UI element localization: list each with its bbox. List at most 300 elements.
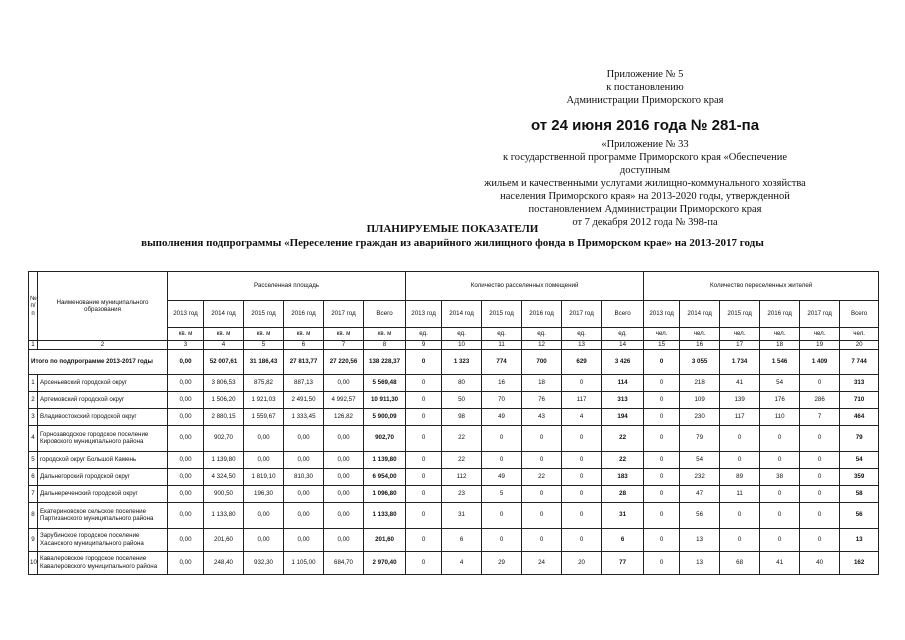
value-cell: 54	[840, 451, 879, 468]
column-numbers-row	[29, 341, 879, 350]
value-cell: 0	[800, 485, 840, 502]
value-cell: 4 992,57	[324, 391, 364, 408]
year-header: 2013 год	[168, 301, 204, 328]
value-cell: 28	[602, 485, 644, 502]
value-cell: 887,13	[284, 374, 324, 391]
value-cell: 1 333,45	[284, 408, 324, 425]
value-cell: 5 569,48	[364, 374, 406, 391]
unit-cell: ед.	[482, 328, 522, 341]
value-cell: 1 819,10	[244, 468, 284, 485]
value-cell: 5	[482, 485, 522, 502]
value-cell: 0	[720, 451, 760, 468]
value-cell: 0	[644, 425, 680, 451]
unit-cell: ед.	[562, 328, 602, 341]
column-number-cell: 6	[284, 341, 324, 350]
value-cell: 76	[522, 391, 562, 408]
value-cell: 0,00	[324, 502, 364, 528]
order-date: от 24 июня 2016 года № 281-па	[530, 117, 760, 134]
value-cell: 176	[760, 391, 800, 408]
value-cell: 0,00	[168, 391, 204, 408]
value-cell: 0	[522, 425, 562, 451]
row-name: Зарубинское городское поселение Хасанского муниципального района	[38, 528, 168, 551]
value-cell: 0	[644, 551, 680, 574]
value-cell: 4	[442, 551, 482, 574]
column-number-cell: 15	[644, 341, 680, 350]
value-cell: 13	[840, 528, 879, 551]
table-row	[29, 391, 879, 408]
value-cell: 56	[680, 502, 720, 528]
value-cell: 0	[644, 485, 680, 502]
column-number-cell: 5	[244, 341, 284, 350]
value-cell: 68	[720, 551, 760, 574]
value-cell: 31 186,43	[244, 349, 284, 374]
value-cell: 0	[760, 425, 800, 451]
value-cell: 1 105,00	[284, 551, 324, 574]
value-cell: 38	[760, 468, 800, 485]
value-cell: 0,00	[324, 528, 364, 551]
value-cell: 0	[522, 485, 562, 502]
value-cell: 196,30	[244, 485, 284, 502]
column-number-cell: 19	[800, 341, 840, 350]
row-name: Дальнегорский городской округ	[38, 468, 168, 485]
value-cell: 194	[602, 408, 644, 425]
value-cell: 13	[680, 551, 720, 574]
unit-cell: ед.	[442, 328, 482, 341]
value-cell: 0	[482, 502, 522, 528]
year-header: 2016 год	[284, 301, 324, 328]
value-cell: 0	[482, 451, 522, 468]
value-cell: 0	[482, 425, 522, 451]
value-cell: 0	[760, 451, 800, 468]
year-header: 2014 год	[442, 301, 482, 328]
year-header: Всего	[840, 301, 879, 328]
unit-cell: чел.	[760, 328, 800, 341]
value-cell: 0,00	[244, 451, 284, 468]
group-header-residents: Количество переселенных жителей	[644, 272, 879, 301]
value-cell: 201,60	[204, 528, 244, 551]
value-cell: 50	[442, 391, 482, 408]
column-number-cell: 18	[760, 341, 800, 350]
value-cell: 313	[840, 374, 879, 391]
row-number: 5	[29, 451, 38, 468]
value-cell: 932,30	[244, 551, 284, 574]
value-cell: 0	[800, 374, 840, 391]
column-number-cell: 7	[324, 341, 364, 350]
value-cell: 54	[760, 374, 800, 391]
value-cell: 0	[720, 528, 760, 551]
value-cell: 0,00	[168, 468, 204, 485]
table-row	[29, 408, 879, 425]
value-cell: 0	[760, 502, 800, 528]
table-row	[29, 451, 879, 468]
value-cell: 0,00	[168, 374, 204, 391]
table-row	[29, 468, 879, 485]
value-cell: 22	[442, 451, 482, 468]
value-cell: 0	[644, 468, 680, 485]
value-cell: 41	[720, 374, 760, 391]
column-number-cell: 14	[602, 341, 644, 350]
value-cell: 20	[562, 551, 602, 574]
value-cell: 110	[760, 408, 800, 425]
value-cell: 902,70	[364, 425, 406, 451]
value-cell: 0,00	[324, 425, 364, 451]
value-cell: 0	[406, 425, 442, 451]
value-cell: 80	[442, 374, 482, 391]
group-header-premises: Количество расселенных помещений	[406, 272, 644, 301]
unit-cell: ед.	[602, 328, 644, 341]
value-cell: 0,00	[168, 551, 204, 574]
row-name: Горнозаводское городское поселение Кировского муниципального района	[38, 425, 168, 451]
value-cell: 0	[800, 425, 840, 451]
year-header: 2017 год	[800, 301, 840, 328]
value-cell: 70	[482, 391, 522, 408]
value-cell: 4 324,50	[204, 468, 244, 485]
unit-cell: чел.	[800, 328, 840, 341]
value-cell: 1 921,03	[244, 391, 284, 408]
value-cell: 218	[680, 374, 720, 391]
value-cell: 1 559,67	[244, 408, 284, 425]
value-cell: 1 139,80	[204, 451, 244, 468]
value-cell: 0	[406, 374, 442, 391]
value-cell: 1 546	[760, 349, 800, 374]
table-row	[29, 551, 879, 574]
value-cell: 0,00	[168, 349, 204, 374]
value-cell: 10 911,30	[364, 391, 406, 408]
value-cell: 138 228,37	[364, 349, 406, 374]
value-cell: 0	[406, 528, 442, 551]
row-number: 9	[29, 528, 38, 551]
value-cell: 0,00	[244, 425, 284, 451]
value-cell: 3 426	[602, 349, 644, 374]
year-header: 2015 год	[482, 301, 522, 328]
value-cell: 4	[562, 408, 602, 425]
value-cell: 18	[522, 374, 562, 391]
value-cell: 900,50	[204, 485, 244, 502]
value-cell: 3 806,53	[204, 374, 244, 391]
value-cell: 79	[840, 425, 879, 451]
year-header: 2013 год	[406, 301, 442, 328]
unit-cell: чел.	[840, 328, 879, 341]
appendix-line: населения Приморского края» на 2013-2020 годы, утвержденной	[500, 191, 790, 202]
value-cell: 27 813,77	[284, 349, 324, 374]
row-number: 4	[29, 425, 38, 451]
value-cell: 0	[644, 502, 680, 528]
value-cell: 79	[680, 425, 720, 451]
value-cell: 0	[644, 451, 680, 468]
value-cell: 11	[720, 485, 760, 502]
year-header: Всего	[602, 301, 644, 328]
value-cell: 5 900,09	[364, 408, 406, 425]
value-cell: 0,00	[244, 502, 284, 528]
title-line-2: выполнения подпрограммы «Переселение граждан из аварийного жилищного фонда в Приморском крае» на 2013-2017 годы	[141, 237, 764, 249]
value-cell: 22	[602, 425, 644, 451]
unit-cell: чел.	[680, 328, 720, 341]
row-number: 1	[29, 374, 38, 391]
value-cell: 0	[522, 528, 562, 551]
header-line: Приложение № 5	[606, 69, 684, 80]
group-header-area: Расселенная площадь	[168, 272, 406, 301]
value-cell: 464	[840, 408, 879, 425]
value-cell: 2 880,15	[204, 408, 244, 425]
header-row	[29, 272, 879, 301]
value-cell: 0	[406, 551, 442, 574]
value-cell: 22	[602, 451, 644, 468]
unit-cell: ед.	[406, 328, 442, 341]
value-cell: 0	[800, 528, 840, 551]
value-cell: 0	[562, 468, 602, 485]
value-cell: 31	[442, 502, 482, 528]
value-cell: 0,00	[324, 468, 364, 485]
value-cell: 22	[522, 468, 562, 485]
value-cell: 0	[562, 451, 602, 468]
unit-cell: кв. м	[204, 328, 244, 341]
appendix-line: от 7 декабря 2012 года № 398-па	[572, 217, 718, 228]
col-no-header: № п/п	[29, 272, 38, 341]
value-cell: 114	[602, 374, 644, 391]
value-cell: 0	[406, 408, 442, 425]
value-cell: 0,00	[284, 425, 324, 451]
value-cell: 629	[562, 349, 602, 374]
value-cell: 0	[482, 528, 522, 551]
document-header	[480, 68, 810, 229]
value-cell: 0	[406, 451, 442, 468]
appendix-line: жильем и качественными услугами жилищно-коммунального хозяйства	[484, 178, 806, 189]
value-cell: 0	[522, 451, 562, 468]
value-cell: 700	[522, 349, 562, 374]
row-number: 3	[29, 408, 38, 425]
value-cell: 2 491,50	[284, 391, 324, 408]
table-row	[29, 425, 879, 451]
value-cell: 0,00	[168, 425, 204, 451]
value-cell: 6	[442, 528, 482, 551]
value-cell: 29	[482, 551, 522, 574]
column-number-cell: 10	[442, 341, 482, 350]
value-cell: 49	[482, 468, 522, 485]
year-header: 2016 год	[760, 301, 800, 328]
column-number-cell: 9	[406, 341, 442, 350]
value-cell: 0	[644, 408, 680, 425]
value-cell: 0	[720, 425, 760, 451]
value-cell: 183	[602, 468, 644, 485]
value-cell: 0,00	[284, 502, 324, 528]
unit-cell: кв. м	[324, 328, 364, 341]
value-cell: 22	[442, 425, 482, 451]
value-cell: 232	[680, 468, 720, 485]
value-cell: 31	[602, 502, 644, 528]
value-cell: 0,00	[168, 485, 204, 502]
value-cell: 16	[482, 374, 522, 391]
value-cell: 58	[840, 485, 879, 502]
value-cell: 0	[562, 425, 602, 451]
value-cell: 248,40	[204, 551, 244, 574]
value-cell: 162	[840, 551, 879, 574]
row-name: Итого по подпрограмме 2013-2017 годы	[29, 349, 168, 374]
header-line: к постановлению	[606, 82, 684, 93]
column-number-cell: 2	[38, 341, 168, 350]
value-cell: 0	[800, 502, 840, 528]
value-cell: 902,70	[204, 425, 244, 451]
value-cell: 313	[602, 391, 644, 408]
value-cell: 0	[800, 451, 840, 468]
value-cell: 1 409	[800, 349, 840, 374]
row-number: 6	[29, 468, 38, 485]
value-cell: 286	[800, 391, 840, 408]
value-cell: 0	[406, 502, 442, 528]
year-header: 2014 год	[680, 301, 720, 328]
column-number-cell: 12	[522, 341, 562, 350]
value-cell: 1 506,20	[204, 391, 244, 408]
value-cell: 47	[680, 485, 720, 502]
value-cell: 89	[720, 468, 760, 485]
value-cell: 0	[800, 468, 840, 485]
unit-cell: кв. м	[244, 328, 284, 341]
appendix-line: к государственной программе Приморского края «Обеспечение доступным	[502, 152, 788, 176]
value-cell: 0,00	[284, 528, 324, 551]
column-number-cell: 17	[720, 341, 760, 350]
value-cell: 112	[442, 468, 482, 485]
table-row	[29, 374, 879, 391]
value-cell: 0	[562, 528, 602, 551]
year-header: 2015 год	[720, 301, 760, 328]
table-row	[29, 528, 879, 551]
row-number: 7	[29, 485, 38, 502]
column-number-cell: 16	[680, 341, 720, 350]
value-cell: 0,00	[324, 374, 364, 391]
value-cell: 1 096,80	[364, 485, 406, 502]
appendix-line: «Приложение № 33	[601, 139, 689, 150]
indicators-table	[28, 271, 879, 575]
col-name-header: Наименование муниципального образования	[38, 272, 168, 341]
header-line: Администрации Приморского края	[566, 95, 724, 106]
row-name: Владивостокский городской округ	[38, 408, 168, 425]
column-number-cell: 11	[482, 341, 522, 350]
value-cell: 41	[760, 551, 800, 574]
value-cell: 0	[644, 349, 680, 374]
year-header: 2013 год	[644, 301, 680, 328]
unit-cell: кв. м	[284, 328, 324, 341]
value-cell: 24	[522, 551, 562, 574]
value-cell: 52 007,61	[204, 349, 244, 374]
value-cell: 0,00	[168, 502, 204, 528]
value-cell: 7 744	[840, 349, 879, 374]
value-cell: 1 133,80	[364, 502, 406, 528]
value-cell: 7	[800, 408, 840, 425]
value-cell: 0	[406, 391, 442, 408]
value-cell: 0	[406, 468, 442, 485]
value-cell: 23	[442, 485, 482, 502]
value-cell: 0	[406, 485, 442, 502]
column-number-cell: 20	[840, 341, 879, 350]
value-cell: 0	[644, 528, 680, 551]
value-cell: 0	[562, 485, 602, 502]
value-cell: 0,00	[284, 485, 324, 502]
row-name: Артемовский городской округ	[38, 391, 168, 408]
value-cell: 1 323	[442, 349, 482, 374]
value-cell: 201,60	[364, 528, 406, 551]
value-cell: 0,00	[244, 528, 284, 551]
value-cell: 0,00	[284, 451, 324, 468]
row-name: Кавалеровское городское поселение Кавалеровского муниципального района	[38, 551, 168, 574]
column-number-cell: 4	[204, 341, 244, 350]
value-cell: 54	[680, 451, 720, 468]
value-cell: 0,00	[168, 528, 204, 551]
unit-cell: кв. м	[364, 328, 406, 341]
year-header: 2016 год	[522, 301, 562, 328]
title-line-1: ПЛАНИРУЕМЫЕ ПОКАЗАТЕЛИ	[366, 223, 539, 235]
value-cell: 6 954,00	[364, 468, 406, 485]
column-number-cell: 13	[562, 341, 602, 350]
value-cell: 0	[644, 374, 680, 391]
value-cell: 0	[522, 502, 562, 528]
value-cell: 1 139,80	[364, 451, 406, 468]
value-cell: 684,70	[324, 551, 364, 574]
value-cell: 13	[680, 528, 720, 551]
value-cell: 0	[644, 391, 680, 408]
value-cell: 710	[840, 391, 879, 408]
table-row	[29, 502, 879, 528]
value-cell: 126,82	[324, 408, 364, 425]
value-cell: 230	[680, 408, 720, 425]
year-header: Всего	[364, 301, 406, 328]
unit-cell: ед.	[522, 328, 562, 341]
row-number: 8	[29, 502, 38, 528]
value-cell: 1 133,80	[204, 502, 244, 528]
value-cell: 56	[840, 502, 879, 528]
column-number-cell: 8	[364, 341, 406, 350]
value-cell: 0	[760, 528, 800, 551]
value-cell: 0	[406, 349, 442, 374]
value-cell: 27 220,56	[324, 349, 364, 374]
value-cell: 0	[720, 502, 760, 528]
value-cell: 774	[482, 349, 522, 374]
row-name: Арсеньевский городской округ	[38, 374, 168, 391]
document-title	[0, 222, 905, 250]
value-cell: 3 055	[680, 349, 720, 374]
value-cell: 810,30	[284, 468, 324, 485]
value-cell: 117	[720, 408, 760, 425]
year-header: 2017 год	[324, 301, 364, 328]
year-header: 2015 год	[244, 301, 284, 328]
value-cell: 0,00	[324, 485, 364, 502]
row-name: Дальнереченский городской округ	[38, 485, 168, 502]
value-cell: 6	[602, 528, 644, 551]
value-cell: 139	[720, 391, 760, 408]
year-header: 2014 год	[204, 301, 244, 328]
value-cell: 77	[602, 551, 644, 574]
unit-cell: кв. м	[168, 328, 204, 341]
row-name: городской округ Большой Камень	[38, 451, 168, 468]
value-cell: 0,00	[168, 451, 204, 468]
value-cell: 40	[800, 551, 840, 574]
value-cell: 43	[522, 408, 562, 425]
value-cell: 1 734	[720, 349, 760, 374]
value-cell: 0	[760, 485, 800, 502]
value-cell: 0	[562, 374, 602, 391]
value-cell: 359	[840, 468, 879, 485]
row-number: 10	[29, 551, 38, 574]
value-cell: 0,00	[324, 451, 364, 468]
value-cell: 49	[482, 408, 522, 425]
value-cell: 2 970,40	[364, 551, 406, 574]
total-row	[29, 349, 879, 374]
appendix-line: постановлением Администрации Приморского края	[528, 204, 762, 215]
value-cell: 117	[562, 391, 602, 408]
value-cell: 0,00	[168, 408, 204, 425]
row-number: 2	[29, 391, 38, 408]
value-cell: 875,82	[244, 374, 284, 391]
table-row	[29, 485, 879, 502]
row-name: Екатериновское сельское поселение Партизанского муниципального района	[38, 502, 168, 528]
